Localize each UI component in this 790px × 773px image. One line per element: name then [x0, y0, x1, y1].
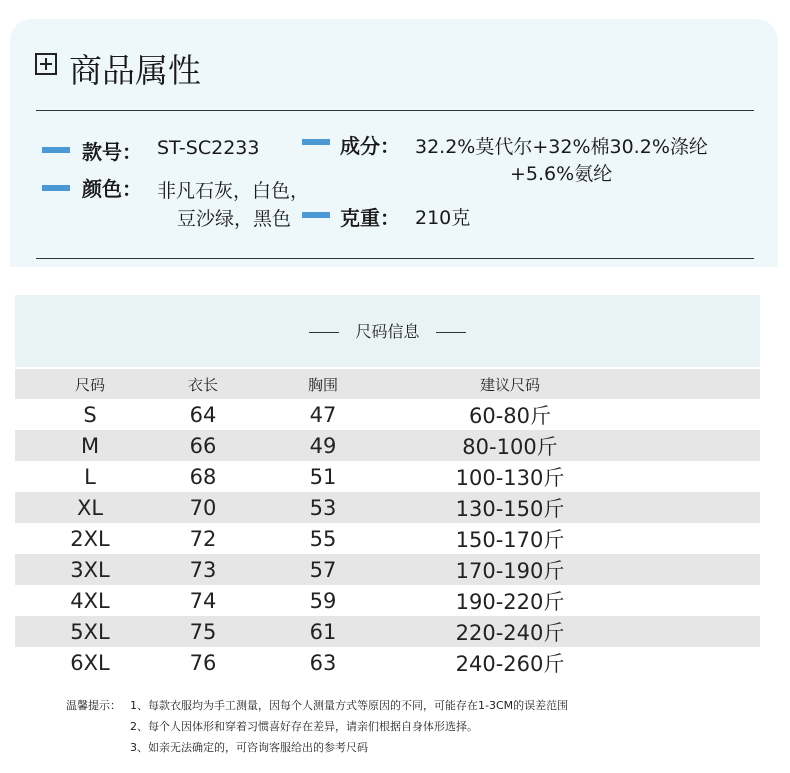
color-bullet-icon: [42, 185, 70, 191]
cell-size: XL: [76, 495, 104, 520]
size-info-header: [15, 295, 760, 367]
cell-recommended: 60-80斤: [468, 403, 552, 428]
cell-recommended: 240-260斤: [455, 651, 565, 676]
table-row: [15, 523, 760, 554]
header-chest: 胸围: [307, 375, 338, 394]
notes-prefix: 温馨提示：: [66, 699, 121, 712]
table-row: [15, 585, 760, 616]
cell-size: 2XL: [70, 526, 110, 551]
cell-length: 66: [189, 433, 217, 458]
title-dash-right: [436, 332, 466, 333]
table-row: [15, 461, 760, 492]
cell-chest: 55: [309, 526, 337, 551]
style-no-bullet-icon: [42, 147, 70, 153]
header-divider: [36, 110, 754, 111]
cell-size: 5XL: [70, 619, 110, 644]
product-attributes-panel: [10, 19, 778, 267]
table-row: [15, 430, 760, 461]
cell-chest: 49: [309, 433, 337, 458]
cell-size: S: [83, 402, 97, 427]
cell-length: 68: [189, 464, 217, 489]
table-row: [15, 399, 760, 430]
table-row: [15, 492, 760, 523]
cell-size: 6XL: [70, 650, 110, 675]
color-value-line1: 非凡石灰，白色，: [157, 180, 310, 202]
size-table-header-row: [15, 369, 760, 399]
composition-bullet-icon: [302, 139, 330, 145]
size-table: [15, 369, 760, 678]
weight-label: 克重：: [340, 206, 400, 230]
cell-length: 75: [189, 619, 217, 644]
style-no-label: 款号：: [82, 140, 142, 164]
cell-size: M: [80, 433, 100, 458]
cell-recommended: 190-220斤: [455, 589, 565, 614]
attributes-bottom-divider: [36, 258, 754, 259]
cell-chest: 47: [309, 402, 337, 427]
cell-chest: 51: [309, 464, 337, 489]
cell-chest: 61: [309, 619, 337, 644]
cell-chest: 57: [309, 557, 337, 582]
header-length: 衣长: [187, 375, 218, 394]
style-no-value: ST-SC2233: [157, 137, 260, 159]
cell-recommended: 130-150斤: [455, 496, 565, 521]
cell-chest: 59: [309, 588, 337, 613]
color-label: 颜色：: [82, 177, 142, 201]
cell-recommended: 220-240斤: [455, 620, 565, 645]
cell-recommended: 150-170斤: [455, 527, 565, 552]
composition-value-line1: 32.2%莫代尔+32%棉30.2%涤纶: [415, 136, 708, 158]
composition-label: 成分：: [340, 134, 400, 158]
cell-length: 76: [189, 650, 217, 675]
cell-chest: 53: [309, 495, 337, 520]
table-row: [15, 616, 760, 647]
cell-size: L: [84, 464, 96, 489]
header-size: 尺码: [74, 375, 105, 394]
cell-length: 64: [189, 402, 217, 427]
cell-chest: 63: [309, 650, 337, 675]
cell-length: 72: [189, 526, 217, 551]
cell-size: 4XL: [70, 588, 110, 613]
table-row: [15, 554, 760, 585]
composition-value-line2: +5.6%氨纶: [510, 163, 613, 185]
cell-size: 3XL: [70, 557, 110, 582]
size-info-title: 尺码信息: [355, 322, 420, 341]
weight-bullet-icon: [302, 212, 330, 218]
cell-recommended: 170-190斤: [455, 558, 565, 583]
attributes-title: 商品属性: [69, 51, 201, 90]
table-row: [15, 647, 760, 678]
note-text: 1、每款衣服均为手工测量，因每个人测量方式等原因的不同，可能存在1-3CM的误差范围: [130, 699, 569, 712]
weight-value: 210克: [415, 207, 471, 229]
note-text: 3、如亲无法确定的，可咨询客服给出的参考尺码: [130, 741, 368, 754]
title-dash-left: [309, 332, 339, 333]
cell-length: 73: [189, 557, 217, 582]
cell-recommended: 80-100斤: [462, 434, 558, 459]
header-recommended: 建议尺码: [479, 375, 540, 394]
note-text: 2、每个人因体形和穿着习惯喜好存在差异，请亲们根据自身体形选择。: [130, 720, 478, 733]
cell-recommended: 100-130斤: [455, 465, 565, 490]
plus-box-icon: [35, 53, 57, 75]
color-value-line2: 豆沙绿，黑色: [177, 208, 292, 230]
cell-length: 70: [189, 495, 217, 520]
cell-length: 74: [189, 588, 217, 613]
